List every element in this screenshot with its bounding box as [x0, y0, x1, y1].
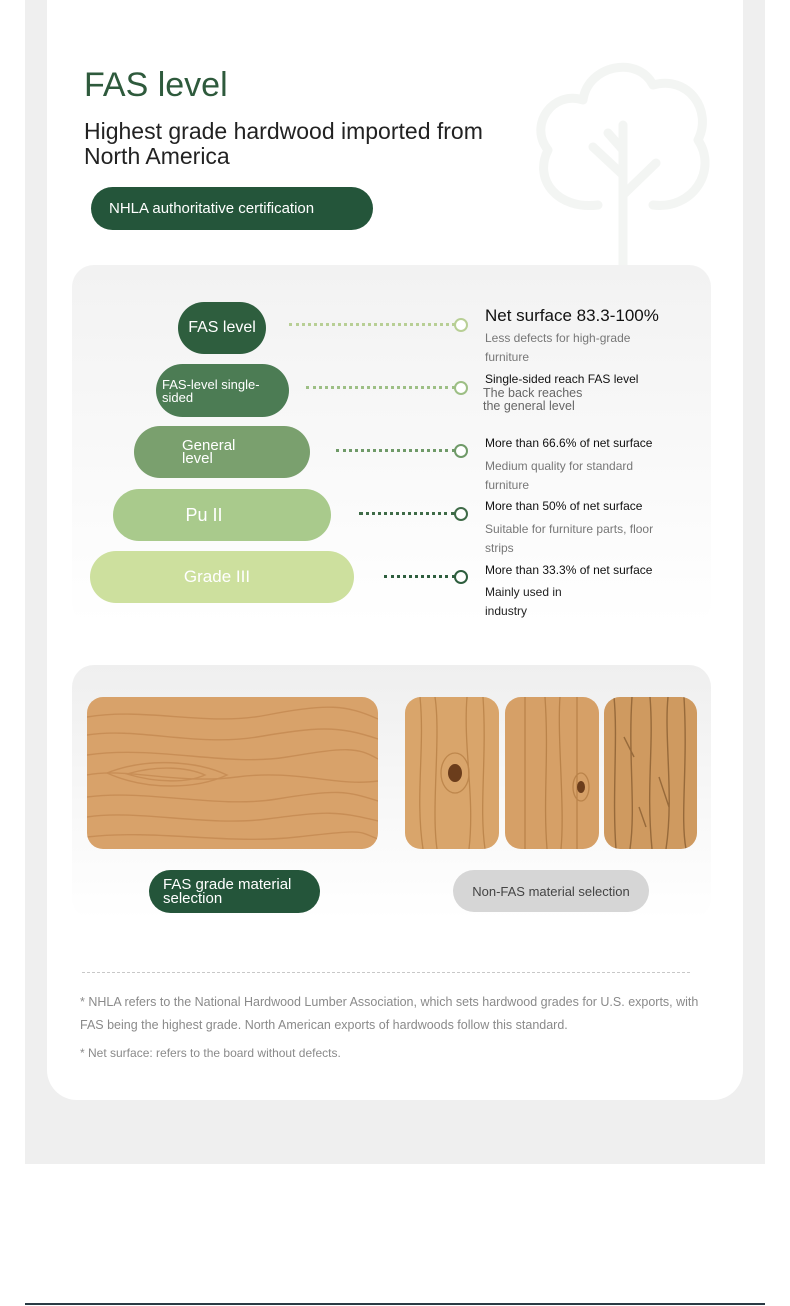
grade-description: The back reaches the general level [483, 386, 583, 413]
bottom-rule [25, 1303, 765, 1305]
divider [82, 972, 690, 973]
certification-badge [91, 187, 373, 230]
grade-pill-pu-ii [113, 489, 331, 541]
grade-title: Single-sided reach FAS level [485, 372, 639, 386]
fas-selection-badge [149, 870, 320, 913]
nonfas-wood-image-3 [604, 697, 697, 849]
page-subtitle: Highest grade hardwood imported from North America [84, 118, 483, 169]
grade-description: Mainly used in industry [485, 585, 562, 618]
footnote-net-surface: * Net surface: refers to the board without defects. [80, 1046, 341, 1060]
grade-pill-fas-single-sided [156, 364, 289, 417]
connector-line [384, 575, 455, 578]
connector-line [336, 449, 455, 452]
tree-icon [528, 55, 718, 270]
grade-pill-general [134, 426, 310, 478]
connector-marker [454, 570, 468, 584]
grade-pill-label: FAS-level single-sided [162, 376, 260, 405]
connector-marker [454, 444, 468, 458]
grade-pill-label: Pu II [185, 504, 223, 525]
fas-wood-image [87, 697, 378, 849]
nonfas-wood-image-2 [505, 697, 599, 849]
grade-title: More than 66.6% of net surface [485, 436, 653, 450]
grade-title: Net surface 83.3-100% [485, 306, 659, 325]
grade-pill-label: General level [182, 437, 236, 467]
grade-pill-label: Grade III [183, 567, 251, 586]
connector-line [306, 386, 455, 389]
certification-badge-label: NHLA authoritative certification [109, 200, 315, 217]
nonfas-wood-image-1 [405, 697, 499, 849]
connector-marker [454, 381, 468, 395]
grade-description: Suitable for furniture parts, floor strips [485, 522, 654, 555]
nonfas-selection-label: Non-FAS material selection [472, 883, 630, 899]
grade-pill-label: FAS level [188, 319, 256, 336]
grade-title: More than 50% of net surface [485, 499, 643, 513]
grade-pill-grade-iii [90, 551, 354, 603]
connector-line [289, 323, 455, 326]
page-title: FAS level [84, 66, 228, 104]
grade-description: Less defects for high-grade furniture [485, 331, 631, 364]
nonfas-selection-badge [453, 870, 649, 912]
connector-marker [454, 318, 468, 332]
connector-line [359, 512, 455, 515]
connector-marker [454, 507, 468, 521]
grade-description: Medium quality for standard furniture [485, 459, 634, 492]
footnote-nhla: * NHLA refers to the National Hardwood Lumber Association, which sets hardwood grades for U.S. exports, with FAS being the highest grade. North American exports of hardwoods follow this standard. [80, 995, 699, 1032]
grade-pill-fas [178, 302, 266, 354]
grade-title: More than 33.3% of net surface [485, 563, 653, 577]
fas-selection-label: FAS grade material selection [163, 875, 292, 907]
